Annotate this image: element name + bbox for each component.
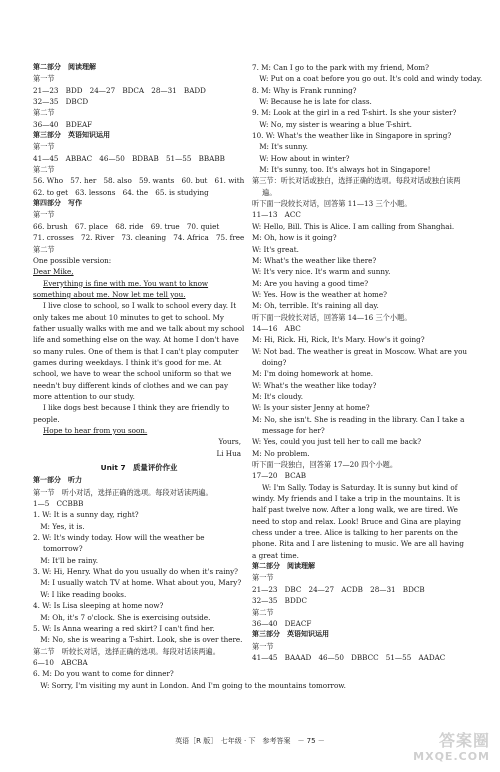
right-text-line: 14—16 ABC (252, 323, 301, 333)
left-text-line: 36—40 BDEAF (33, 119, 93, 129)
left-text-line: W: Sorry, I'm visiting my aunt in London. And I'm going to the mountains tomorrow. (33, 680, 346, 690)
right-text-line: W: Is your sister Jenny at home? (252, 403, 370, 413)
right-text-line: M: No, she isn't. She is reading in the library. Can I take a message for her? (252, 414, 465, 435)
left-text-line: 1. W: It is a sunny day, right? (33, 510, 139, 520)
right-text-line: 第一节 (252, 573, 274, 583)
left-text-line: M: Oh, it's 7 o'clock. She is exercising outside. (33, 612, 211, 622)
watermark-logo (408, 728, 492, 768)
right-text-line: M: It's sunny, too. It's always hot in Singapore! (252, 165, 431, 175)
left-text-line: 71. crosses 72. River 73. cleaning 74. Africa 75. free (33, 233, 245, 243)
right-text-line: W: It's great. (252, 244, 299, 254)
right-text-line: W: It's very nice. It's warm and sunny. (252, 267, 391, 277)
left-text-line: One possible version: (33, 255, 112, 265)
right-text-line: M: Oh, terrible. It's raining all day. (252, 301, 379, 311)
right-text-line: 第三节：听长对话或独白，选择正确的选项。每段对话或独白读两遍。 (252, 176, 461, 197)
right-text-line: W: Hello, Bill. This is Alice. I am calling from Shanghai. (252, 221, 455, 231)
left-text-line: 第三部分 英语知识运用 (33, 131, 110, 140)
right-text-line: 第二部分 阅读理解 (252, 562, 315, 571)
left-text-line: I live close to school, so I walk to school every day. It only takes me about 10 minutes to get to school. My father usually walks with me and we talk about my school life and something else on the way. At home I don't have so many rules. One of them is that I can't play computer games during weekdays. I think it's good for me. At school, we have to wear the school uniform so that we needn't buy different kinds of clothes and we can pay more attention to our study. (33, 301, 245, 401)
watermark-line2: MXQE.COM (413, 750, 490, 763)
left-text-line: 第二节 (33, 108, 55, 118)
right-text-line: M: Are you having a good time? (252, 278, 369, 288)
right-text-line: 9. M: Look at the girl in a red T-shirt. Is she your sister? (252, 108, 457, 118)
left-text-line: Hope to hear from you soon. (43, 426, 148, 435)
left-text-line: 第四部分 写作 (33, 199, 82, 208)
left-text-line: 1—5 CCBBB (33, 499, 84, 509)
right-text-line: 21—23 DBC 24—27 ACDB 28—31 BDCB (252, 584, 425, 594)
right-text-line: M: It's cloudy. (252, 391, 304, 401)
left-text-line: 32—35 DBCD (33, 97, 89, 107)
left-text-line: Everything is fine with me. You want to know something about me. Now let me tell you. (33, 278, 209, 299)
left-text-line: 6. M: Do you want to come for dinner? (33, 669, 174, 679)
right-text-line: M: Oh, how is it going? (252, 233, 337, 243)
right-text-line: W: Put on a coat before you go out. It's cold and windy today. (252, 74, 483, 84)
right-text-line: 41—45 BAAAD 46—50 DBBCC 51—55 AADAC (252, 652, 446, 662)
left-text-line: 3. W: Hi, Henry. What do you usually do when it's rainy? (33, 567, 239, 577)
left-text-line: 第一节 听小对话，选择正确的选项。每段对话读两遍。 (33, 487, 213, 497)
left-text-line: 第二节 (33, 165, 55, 175)
right-text-line: W: Because he is late for class. (252, 97, 372, 107)
right-text-line: W: Yes. How is the weather at home? (252, 289, 387, 299)
right-text-line: 8. M: Why is Frank running? (252, 85, 357, 95)
left-text-line: 第一节 (33, 142, 55, 152)
left-text-line: M: It'll be rainy. (33, 555, 99, 565)
right-text-line: M: It's sunny. (252, 142, 308, 152)
left-text-line: M: I usually watch TV at home. What about you, Mary? (33, 578, 242, 588)
right-text-line: 第三部分 英语知识运用 (252, 630, 329, 639)
left-text-line: M: Yes, it is. (33, 521, 85, 531)
left-text-line: 2. W: It's windy today. How will the weather be tomorrow? (33, 533, 205, 554)
right-text-line: 11—13 ACC (252, 210, 301, 220)
right-column (252, 62, 483, 663)
right-text-line: 7. M: Can I go to the park with my friend, Mom? (252, 63, 429, 72)
left-text-line: 第二节 (33, 244, 55, 254)
left-text-line: Li Hua (216, 448, 241, 458)
left-text-line: M: No, she is wearing a T-shirt. Look, she is over there. (33, 635, 243, 645)
left-text-line: 第一部分 听力 (33, 476, 82, 485)
left-text-line: 4. W: Is Lisa sleeping at home now? (33, 601, 164, 611)
right-text-line: W: Yes, could you just tell her to call me back? (252, 437, 422, 447)
left-text-line: 第二节 听较长对话，选择正确的选项。每段对话读两遍。 (33, 646, 220, 656)
right-text-line: 第二节 (252, 607, 274, 617)
watermark-line1: 答案圈 (438, 731, 490, 750)
left-text-line: 41—45 ABBAC 46—50 BDBAB 51—55 BBABB (33, 153, 225, 163)
right-text-line: W: How about in winter? (252, 153, 350, 163)
right-text-line: M: I'm doing homework at home. (252, 369, 374, 379)
left-text-line: 62. to get 63. lessons 64. the 65. is studying (33, 187, 209, 197)
right-text-line: 听下面一段较长对话，回答第 11—13 三个小题。 (252, 199, 412, 209)
left-text-line: Dear Mike, (33, 267, 74, 277)
right-text-line: W: No, my sister is wearing a blue T-shirt. (252, 119, 412, 129)
left-text-line: 21—23 BDD 24—27 BDCA 28—31 BADD (33, 85, 206, 95)
right-text-line: W: Not bad. The weather is great in Moscow. What are you doing? (252, 346, 468, 367)
right-text-line: M: Hi, Rick. Hi, Rick, It's Mary. How's it going? (252, 335, 425, 345)
right-text-line: 听下面一段独白，回答第 17—20 四个小题。 (252, 460, 398, 470)
left-text-line: Yours, (218, 437, 241, 447)
left-text-line: W: I like reading books. (33, 589, 127, 599)
right-text-line: 32—35 BDDC (252, 596, 307, 606)
left-text-line: 第一节 (33, 210, 55, 220)
left-text-line: 56. Who 57. her 58. also 59. wants 60. but 61. with (33, 176, 245, 186)
left-text-line: 6—10 ABCBA (33, 657, 88, 667)
right-text-line: M: No problem. (252, 448, 310, 458)
left-text-line: 5. W: Is Anna wearing a red skirt? I can't find her. (33, 623, 215, 633)
left-text-line: I like dogs best because I think they are friendly to people. (33, 403, 230, 424)
right-text-line: 10. W: What's the weather like in Singapore in spring? (252, 131, 452, 141)
left-text-line: 第二部分 阅读理解 (33, 63, 96, 71)
left-text-line: 第一节 (33, 74, 55, 84)
right-text-line: W: What's the weather like today? (252, 380, 377, 390)
left-text-line: Unit 7 质量评价作业 (100, 463, 178, 473)
page-footer: 英语［R 版］ 七年级 · 下 参考答案 － 75 － (175, 737, 325, 745)
right-text-line: 36—40 DEACF (252, 618, 312, 628)
right-text-line: 听下面一段较长对话，回答第 14—16 三个小题。 (252, 312, 412, 322)
right-text-line: 17—20 BCAB (252, 471, 307, 481)
right-text-line: M: What's the weather like there? (252, 255, 377, 265)
right-text-line: W: I'm Sally. Today is Saturday. It is sunny but kind of windy. My friends and I take a trip in the mountains. It is half past twelve now. After a long walk, we are tired. We need to stop and relax. Look! Bruce and Gina are playing chess under a tree. Alice is talking to her parents on the phone. Rita and I are listening to music. We are all having a great time. (252, 482, 465, 560)
left-text-line: 66. brush 67. place 68. ride 69. true 70. quiet (33, 221, 220, 231)
right-text-line: 第一节 (252, 641, 274, 651)
